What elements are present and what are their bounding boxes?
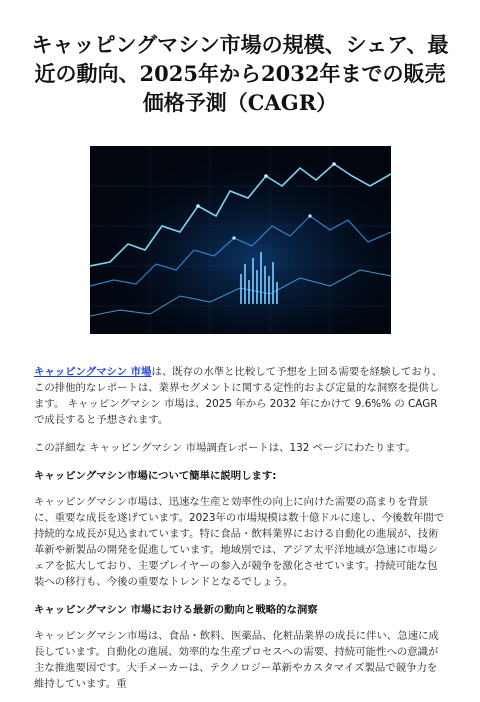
summary-heading: キャッピングマシン市場について簡単に説明します: [34,470,277,482]
trends-heading: キャッピングマシン 市場における最新の動向と戦略的な洞察 [34,604,318,616]
page-title: キャッピングマシン市場の規模、シェア、最近の動向、2025年から2032年までの販売価格予測（CAGR） [31,32,449,115]
summary-paragraph: キャッピングマシン市場は、迅速な生産と効率性の向上に向けた需要の高まりを背景に、重要な成長を遂げています。2023年の市場規模は数十億ドルに達し、今後数年間で持続的な成長が見込まれています。特に食品・飲料業界における自動化の進展が、技術革新や新製品の開発を促進しています。地域別では、アジア太平洋地域が急速に市場シェアを拡大しており、主要プレイヤーの参入が競争を激化させています。持続可能な包装への移行も、今後の重要なトレンドとなるでしょう。 [34,496,445,588]
market-link[interactable]: キャッピングマシン 市場 [34,366,152,378]
article-body [34,364,446,702]
stock-chart-illustration [90,146,391,334]
hero-image [90,146,391,334]
intro-text: は、既存の水準と比較して予想を上回る需要を経験しており、この排他的なレポートは、業界セグメントに関する定性的および定量的な洞察を提供します。 キャッピングマシン 市場は、2025 年から 2032 年にかけて 9.6%% の CAGR で成長すると予想されます。 [34,366,443,426]
trends-paragraph: キャッピングマシン市場は、食品・飲料、医薬品、化粧品業界の成長に伴い、急速に成長しています。自動化の進展、効率的な生産プロセスへの需要、持続可能性への意識が主な推進要因です。大手メーカーは、テクノロジー革新やカスタマイズ製品で競争力を維持しています。重 [34,630,439,690]
intro-paragraph [34,364,446,428]
pages-paragraph: この詳細な キャッピングマシン 市場調査レポートは、132 ページにわたります。 [34,442,416,454]
